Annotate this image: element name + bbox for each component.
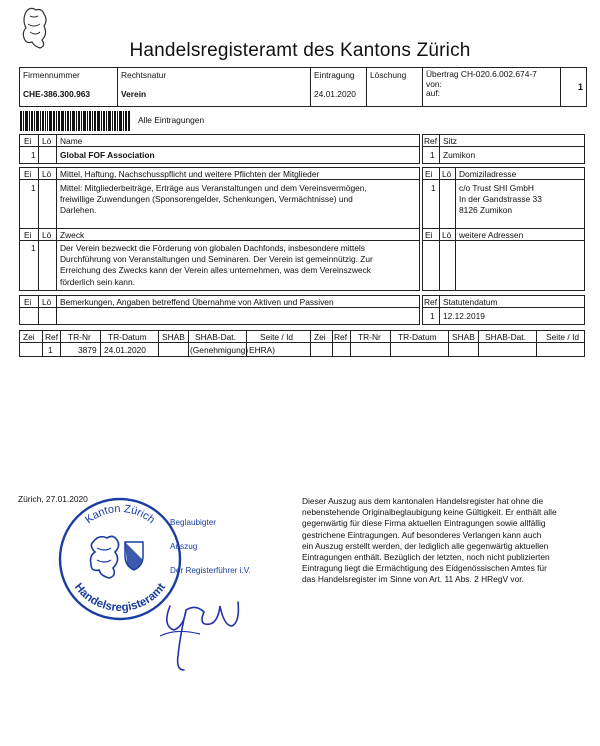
col-lo: Lö: [42, 169, 52, 179]
mittel-header: Mittel, Haftung, Nachschusspflicht und weitere Pflichten der Mitglieder: [60, 169, 320, 179]
firmennummer-cell: [20, 68, 117, 106]
stamp-line-registerfuehrer: Der Registerführer i.V.: [170, 566, 251, 575]
register-header: [19, 67, 587, 107]
mittel-ei: 1: [31, 183, 36, 193]
journal-shab-dat: (Genehmigung): [190, 345, 249, 355]
journal-tr-nr: 3879: [78, 345, 97, 355]
domizil-section: [422, 167, 585, 229]
col-lo: Lö: [442, 230, 452, 240]
barcode: [20, 111, 130, 131]
mittel-line: freiwillige Zuwendungen (Sponsorengelder, Schenkungen, Vermächtnisse) und: [60, 194, 353, 205]
legal-line: Dieser Auszug aus dem kantonalen Handelsregister hat ohne die: [302, 496, 544, 506]
statuten-date: 12.12.2019: [443, 311, 485, 321]
zweck-text: [60, 243, 373, 288]
place-date: Zürich, 27.01.2020: [18, 494, 88, 504]
legal-line: Eintragung liegt die Ermächtigung des Eidgenössischen Amtes für: [302, 563, 547, 574]
journal-col-seite: Seite / Id: [260, 332, 294, 342]
col-ei: Ei: [24, 230, 32, 240]
address-line: In der Gandstrasse 33: [459, 194, 542, 205]
mittel-line: Darlehen.: [60, 205, 97, 216]
eintragung-value: 24.01.2020: [314, 89, 356, 99]
journal-ref: 1: [48, 345, 53, 355]
legal-line: gestrichene Eintragungen. Auf besonderes Verlangen kann auch: [302, 529, 542, 540]
name-header: Name: [60, 136, 83, 146]
uebertrag-cell: [422, 68, 560, 106]
weitere-adressen-header: weitere Adressen: [459, 230, 524, 240]
journal-col-trdatum: TR-Datum: [108, 332, 147, 342]
legal-line: nebenstehende Originalbeglaubigung keine Gültigkeit. Er enthält alle: [302, 507, 557, 518]
eintragung-cell: [310, 68, 366, 106]
col-ei: Ei: [24, 136, 32, 146]
journal-col-trnr: TR-Nr: [68, 332, 91, 342]
journal-col-seite: Seite / Id: [546, 332, 580, 342]
legal-notice: [302, 496, 584, 586]
col-ei: Ei: [425, 230, 433, 240]
col-lo: Lö: [42, 136, 52, 146]
company-name: Global FOF Association: [60, 150, 155, 160]
bemerkungen-section: [19, 295, 420, 325]
handwritten-signature: [140, 566, 260, 676]
stamp-bottom-text: Handelsregisteramt: [71, 581, 169, 615]
journal-table: [19, 330, 585, 357]
address-line: c/o Trust SHI GmbH: [459, 183, 534, 193]
domizil-ei: 1: [431, 183, 436, 193]
statuten-ref: 1: [430, 311, 435, 321]
journal-col-trdatum: TR-Datum: [398, 332, 437, 342]
eintragung-label: Eintragung: [314, 70, 355, 80]
firmennummer-value: CHE-386.300.963: [23, 89, 91, 99]
page-title: Handelsregisteramt des Kantons Zürich: [129, 40, 471, 61]
col-ref: Ref: [424, 136, 438, 146]
stamp-line-auszug: Auszug: [170, 542, 198, 551]
zweck-line: Erreichung des Zwecks kann der Verein alles unternehmen, was dem Vereinszweck: [60, 265, 371, 276]
auf-label: auf:: [426, 88, 440, 98]
col-ei: Ei: [425, 169, 433, 179]
journal-col-shabdat: SHAB-Dat.: [195, 332, 236, 342]
rechtsnatur-label: Rechtsnatur: [121, 70, 167, 80]
journal-col-trnr: TR-Nr: [358, 332, 381, 342]
legal-line: das Handelsregister im Sinne von Art. 11 Abs. 2 HRegV vor.: [302, 574, 524, 585]
barcode-label: Alle Eintragungen: [138, 115, 205, 125]
domizil-header: Domiziladresse: [459, 169, 517, 179]
bemerkungen-header: Bemerkungen, Angaben betreffend Übernahme von Aktiven und Passiven: [60, 297, 334, 307]
journal-tr-datum: 24.01.2020: [104, 345, 146, 355]
col-ref: Ref: [424, 297, 438, 307]
name-section: [19, 134, 420, 164]
zweck-line: Der Verein bezweckt die Förderung von globalen Dachfonds, insbesondere mittels: [60, 243, 365, 253]
mittel-text: [60, 183, 367, 217]
col-lo: Lö: [42, 230, 52, 240]
uebertrag-label: Übertrag CH-020.6.002.674-7: [426, 69, 537, 79]
loeschung-label: Löschung: [370, 70, 407, 80]
address-line: 8126 Zumikon: [459, 205, 513, 216]
legal-line: Eintragungen enthält. Bezüglich der letzten, noch nicht publizierten: [302, 552, 550, 563]
mittel-section: [19, 167, 420, 229]
rechtsnatur-value: Verein: [121, 89, 147, 99]
weitere-adressen-section: [422, 228, 585, 291]
col-ei: Ei: [24, 169, 32, 179]
journal-col-shab: SHAB: [452, 332, 475, 342]
legal-line: gegenwärtig für diese Firma aktuellen Eintragungen sowie allfällig: [302, 518, 546, 529]
sitz-header: Sitz: [443, 136, 457, 146]
journal-col-zei: Zei: [314, 332, 326, 342]
name-ei: 1: [31, 150, 36, 160]
journal-col-shabdat: SHAB-Dat.: [485, 332, 526, 342]
lion-emblem-icon: [91, 536, 119, 578]
von-label: von:: [426, 78, 442, 89]
journal-seite: EHRA): [249, 345, 276, 355]
rechtsnatur-cell: [117, 68, 310, 106]
zweck-line: förderlich sein kann.: [60, 276, 135, 287]
sitz-value: Zumikon: [443, 150, 476, 160]
col-lo: Lö: [442, 169, 452, 179]
zweck-line: Durchführung von Veranstaltungen und Seminaren. Der Verein ist gemeinnützig. Zur: [60, 254, 373, 265]
stamp-top-text: Kanton Zürich: [83, 502, 157, 527]
sitz-section: [422, 134, 585, 164]
journal-col-shab: SHAB: [162, 332, 185, 342]
col-ei: Ei: [24, 297, 32, 307]
statutendatum-header: Statutendatum: [443, 297, 498, 307]
zweck-section: [19, 228, 420, 291]
page-number: 1: [560, 68, 586, 106]
col-lo: Lö: [42, 297, 52, 307]
statutendatum-section: [422, 295, 585, 325]
loeschung-cell: [366, 68, 422, 106]
zweck-header: Zweck: [60, 230, 85, 240]
journal-col-zei: Zei: [23, 332, 35, 342]
stamp-line-beglaubigter: Beglaubigter: [170, 518, 216, 527]
legal-line: ein Auszug erstellt werden, der lediglich alle gegenwärtig aktuellen: [302, 540, 549, 551]
zweck-ei: 1: [31, 243, 36, 253]
sitz-ei: 1: [430, 150, 435, 160]
journal-col-ref: Ref: [334, 332, 348, 342]
firmennummer-label: Firmennummer: [23, 70, 80, 80]
journal-col-ref: Ref: [45, 332, 59, 342]
mittel-line: Mittel: Mitgliederbeiträge, Erträge aus Veranstaltungen und dem Vereinsvermögen,: [60, 183, 367, 193]
domizil-address: [459, 183, 542, 217]
